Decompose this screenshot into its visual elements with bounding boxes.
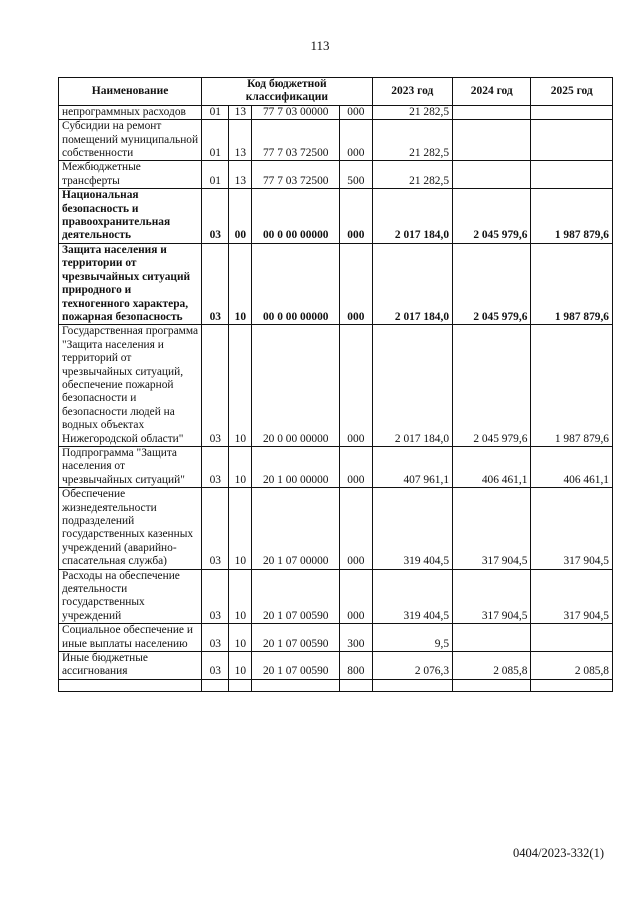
value-2025-cell: 317 904,5 xyxy=(531,569,613,624)
value-2023-cell: 2 017 184,0 xyxy=(372,189,452,244)
section-code-cell: 03 xyxy=(202,624,229,652)
subsection-code-cell: 13 xyxy=(229,105,252,119)
value-2024-cell xyxy=(453,120,531,161)
value-2025-cell: 317 904,5 xyxy=(531,488,613,569)
row-name-cell: Подпрограмма "Защита населения от чрезвычайных ситуаций" xyxy=(59,446,202,487)
value-2024-cell xyxy=(453,624,531,652)
row-name-cell: Иные бюджетные ассигнования xyxy=(59,652,202,680)
value-2023-cell: 319 404,5 xyxy=(372,569,452,624)
empty-cell xyxy=(453,679,531,691)
value-2025-cell xyxy=(531,161,613,189)
expense-type-cell: 000 xyxy=(340,120,372,161)
subsection-code-cell: 10 xyxy=(229,624,252,652)
expense-type-cell: 000 xyxy=(340,325,372,447)
expense-type-cell: 800 xyxy=(340,652,372,680)
row-name-cell: Обеспечение жизнедеятельности подразделений государственных казенных учреждений (аварийно-спасательная служба) xyxy=(59,488,202,569)
section-code-cell: 03 xyxy=(202,189,229,244)
header-2023: 2023 год xyxy=(372,78,452,106)
expense-type-cell: 500 xyxy=(340,161,372,189)
value-2023-cell: 21 282,5 xyxy=(372,120,452,161)
value-2025-cell: 1 987 879,6 xyxy=(531,189,613,244)
row-name-cell: Защита населения и территории от чрезвычайных ситуаций природного и техногенного характера, пожарная безопасность xyxy=(59,243,202,324)
section-code-cell: 03 xyxy=(202,569,229,624)
budget-table xyxy=(58,77,613,692)
value-2023-cell: 319 404,5 xyxy=(372,488,452,569)
value-2024-cell: 406 461,1 xyxy=(453,446,531,487)
table-row xyxy=(59,120,613,161)
table-row xyxy=(59,243,613,324)
value-2024-cell: 2 085,8 xyxy=(453,652,531,680)
subsection-code-cell: 10 xyxy=(229,488,252,569)
table-row xyxy=(59,624,613,652)
document-code: 0404/2023-332(1) xyxy=(513,846,604,860)
empty-cell xyxy=(202,679,229,691)
expense-type-cell: 000 xyxy=(340,446,372,487)
expense-type-cell: 000 xyxy=(340,243,372,324)
subsection-code-cell: 10 xyxy=(229,652,252,680)
target-article-cell: 00 0 00 00000 xyxy=(252,189,340,244)
subsection-code-cell: 10 xyxy=(229,243,252,324)
expense-type-cell: 000 xyxy=(340,105,372,119)
table-header-row xyxy=(59,78,613,106)
row-name-cell: Социальное обеспечение и иные выплаты населению xyxy=(59,624,202,652)
target-article-cell: 20 1 07 00590 xyxy=(252,652,340,680)
subsection-code-cell: 13 xyxy=(229,161,252,189)
value-2024-cell: 2 045 979,6 xyxy=(453,189,531,244)
value-2025-cell: 406 461,1 xyxy=(531,446,613,487)
header-2024: 2024 год xyxy=(453,78,531,106)
target-article-cell: 20 0 00 00000 xyxy=(252,325,340,447)
value-2024-cell: 2 045 979,6 xyxy=(453,325,531,447)
value-2023-cell: 2 076,3 xyxy=(372,652,452,680)
value-2024-cell: 2 045 979,6 xyxy=(453,243,531,324)
target-article-cell: 77 7 03 72500 xyxy=(252,161,340,189)
section-code-cell: 03 xyxy=(202,446,229,487)
header-code: Код бюджетной классификации xyxy=(202,78,372,106)
value-2025-cell xyxy=(531,624,613,652)
subsection-code-cell: 10 xyxy=(229,325,252,447)
expense-type-cell: 000 xyxy=(340,189,372,244)
value-2024-cell: 317 904,5 xyxy=(453,488,531,569)
value-2025-cell xyxy=(531,105,613,119)
table-row xyxy=(59,325,613,447)
header-2025: 2025 год xyxy=(531,78,613,106)
value-2025-cell: 1 987 879,6 xyxy=(531,325,613,447)
value-2024-cell xyxy=(453,161,531,189)
value-2023-cell: 21 282,5 xyxy=(372,161,452,189)
table-row xyxy=(59,652,613,680)
empty-cell xyxy=(340,679,372,691)
target-article-cell: 20 1 07 00590 xyxy=(252,624,340,652)
section-code-cell: 03 xyxy=(202,652,229,680)
section-code-cell: 03 xyxy=(202,243,229,324)
expense-type-cell: 000 xyxy=(340,569,372,624)
row-name-cell: Государственная программа "Защита населения и территорий от чрезвычайных ситуаций, обеспечение пожарной безопасности и безопасности людей на водных объектах Нижегородской области" xyxy=(59,325,202,447)
row-name-cell: Субсидии на ремонт помещений муниципальной собственности xyxy=(59,120,202,161)
section-code-cell: 03 xyxy=(202,488,229,569)
row-name-cell: Межбюджетные трансферты xyxy=(59,161,202,189)
subsection-code-cell: 10 xyxy=(229,446,252,487)
target-article-cell: 20 1 00 00000 xyxy=(252,446,340,487)
table-row xyxy=(59,189,613,244)
row-name-cell: непрограммных расходов xyxy=(59,105,202,119)
expense-type-cell: 300 xyxy=(340,624,372,652)
target-article-cell: 77 7 03 00000 xyxy=(252,105,340,119)
empty-cell xyxy=(252,679,340,691)
empty-cell xyxy=(59,679,202,691)
target-article-cell: 20 1 07 00000 xyxy=(252,488,340,569)
table-row xyxy=(59,161,613,189)
empty-cell xyxy=(531,679,613,691)
value-2024-cell xyxy=(453,105,531,119)
section-code-cell: 01 xyxy=(202,161,229,189)
value-2023-cell: 2 017 184,0 xyxy=(372,325,452,447)
value-2025-cell: 1 987 879,6 xyxy=(531,243,613,324)
table-row-empty xyxy=(59,679,613,691)
page-number: 113 xyxy=(310,38,330,53)
value-2023-cell: 2 017 184,0 xyxy=(372,243,452,324)
subsection-code-cell: 10 xyxy=(229,569,252,624)
target-article-cell: 20 1 07 00590 xyxy=(252,569,340,624)
row-name-cell: Расходы на обеспечение деятельности государственных учреждений xyxy=(59,569,202,624)
table-row xyxy=(59,105,613,119)
value-2024-cell: 317 904,5 xyxy=(453,569,531,624)
empty-cell xyxy=(229,679,252,691)
table-row xyxy=(59,446,613,487)
value-2023-cell: 21 282,5 xyxy=(372,105,452,119)
target-article-cell: 77 7 03 72500 xyxy=(252,120,340,161)
subsection-code-cell: 13 xyxy=(229,120,252,161)
value-2023-cell: 9,5 xyxy=(372,624,452,652)
empty-cell xyxy=(372,679,452,691)
value-2023-cell: 407 961,1 xyxy=(372,446,452,487)
table-body xyxy=(59,105,613,691)
header-name: Наименование xyxy=(59,78,202,106)
section-code-cell: 03 xyxy=(202,325,229,447)
table-row xyxy=(59,488,613,569)
expense-type-cell: 000 xyxy=(340,488,372,569)
table-row xyxy=(59,569,613,624)
value-2025-cell xyxy=(531,120,613,161)
row-name-cell: Национальная безопасность и правоохранительная деятельность xyxy=(59,189,202,244)
subsection-code-cell: 00 xyxy=(229,189,252,244)
section-code-cell: 01 xyxy=(202,120,229,161)
value-2025-cell: 2 085,8 xyxy=(531,652,613,680)
target-article-cell: 00 0 00 00000 xyxy=(252,243,340,324)
section-code-cell: 01 xyxy=(202,105,229,119)
